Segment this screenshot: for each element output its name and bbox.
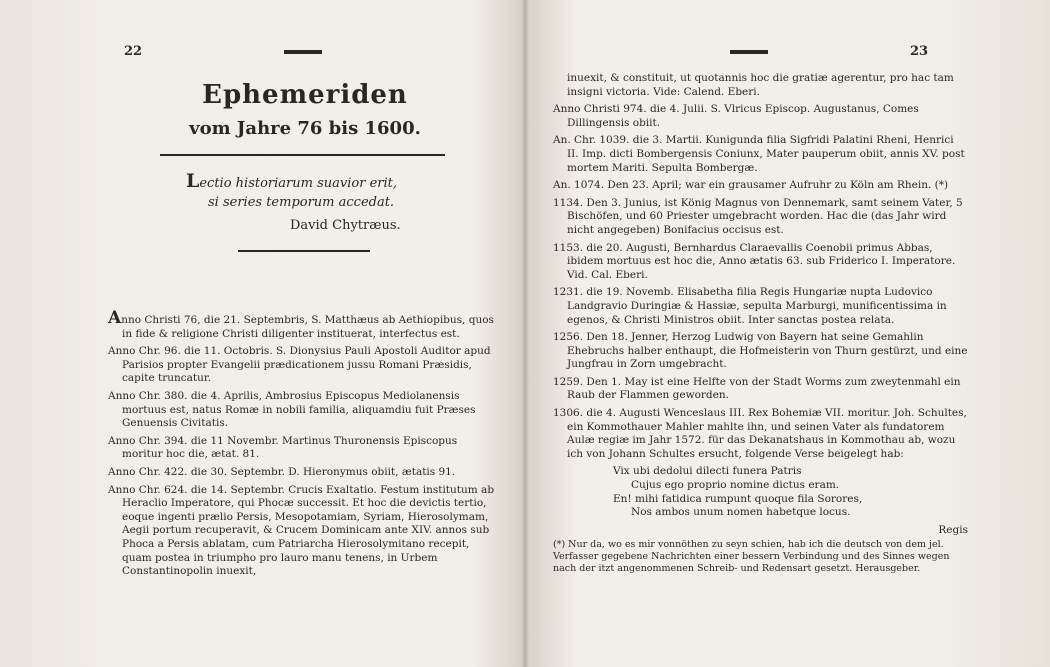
title-rule xyxy=(160,154,445,156)
header-ornament-left xyxy=(284,50,322,54)
entry: Anno Christi 76, die 21. Septembris, S. Matthæus ab Aethiopibus, quos in fide & religione Christi diligenter instituerat, interfectus est. xyxy=(108,308,494,340)
left-entries xyxy=(108,308,498,583)
entry: Anno Chr. 624. die 14. Septembr. Crucis Exaltatio. Festum institutum ab Heraclio Imperatore, qui Phocæ successit. Et hoc die devictis tertio, eoque ingenti prælio Persis, Mesopotamiam, Syriam, Hierosolymam, Aegii portum recuperavit, & Crucem Dominicam ante XIV. annos sub Phoca a Persis ablatam, cum Patriarcha Hierosolymitano recepit, quam postea in triumpho pro lauro manu tenens, in Urbem Constantinopolin inuexit, xyxy=(108,483,495,578)
initial-letter: A xyxy=(108,308,122,328)
poem xyxy=(553,465,968,519)
entry: 1231. die 19. Novemb. Elisabetha filia Regis Hungariæ nupta Ludovico Landgravio Duringiæ & Hassiæ, sepulta Marburgi, munificentissima in egenos, & Christi Ministros obiit. Inter sanctas postea relata. xyxy=(553,286,947,326)
page-title: Ephemeriden xyxy=(202,80,408,110)
header-ornament-right xyxy=(730,50,768,54)
entry: 1306. die 4. Augusti Wenceslaus III. Rex Bohemiæ VII. moritur. Joh. Schultes, ein Kommothauer Mahler mahlte ihn, und seinen Vater als fundatorem Aulæ regiæ im Jahr 1572. für das Dekanatshaus in Kommothau ab, wozu ich von Johann Schultes ersucht, folgende Verse beigelegt hab: xyxy=(553,407,967,460)
motto-rule xyxy=(238,250,370,252)
entry: Anno Chr. 394. die 11 Novembr. Martinus Thuronensis Episcopus moritur hoc die, ætat. 81. xyxy=(108,434,458,461)
page-subtitle: vom Jahre 76 bis 1600. xyxy=(189,118,421,139)
entry: 1153. die 20. Augusti, Bernhardus Claraevallis Coenobii primus Abbas, ibidem mortuus est hoc die, Anno ætatis 63. sub Friderico I. Imperatore. Vid. Cal. Eberi. xyxy=(553,241,956,281)
motto-author: David Chytræus. xyxy=(290,218,401,233)
entry: Anno Chr. 96. die 11. Octobris. S. Dionysius Pauli Apostoli Auditor apud Parisios propter Evangelii prædicationem jussu Romani Præsidis, capite truncatur. xyxy=(108,345,491,385)
poem-line: Vix ubi dedolui dilecti funera Patris xyxy=(613,465,802,478)
poem-line: En! mihi fatidica rumpunt quoque fila Sorores, xyxy=(613,492,863,505)
motto xyxy=(186,172,446,212)
entry: An. Chr. 1039. die 3. Martii. Kunigunda filia Sigfridi Palatini Rheni, Henrici II. Imp. dicti Bombergensis Coniunx, Mater pauperum obiit, annis XV. post mortem Mariti. Sepulta Bombergæ. xyxy=(553,134,965,174)
right-page xyxy=(525,0,1050,667)
right-entries xyxy=(553,72,968,575)
poem-line: Nos ambos unum nomen habetque locus. xyxy=(631,506,851,519)
motto-line-1: ectio historiarum suavior erit, xyxy=(199,176,397,191)
entry: Anno Christi 974. die 4. Julii. S. Vlricus Episcop. Augustanus, Comes Dillingensis obiit. xyxy=(553,103,919,129)
footnote: (*) Nur da, wo es mir vonnöthen zu seyn schien, hab ich die deutsch von dem jel. Verfasser gegebene Nachrichten einer bessern Verbindung und des Sinnes wegen nach der itzt angenommenen Schreib- und Redensart gesetzt. Herausgeber. xyxy=(553,539,950,575)
entry: An. 1074. Den 23. April; war ein grausamer Aufruhr zu Köln am Rhein. (*) xyxy=(553,179,949,192)
entry: Anno Chr. 380. die 4. Aprilis, Ambrosius Episcopus Mediolanensis mortuus est, natus Romæ in nobili familia, aliquamdiu fuit Præses Genuensis Civitatis. xyxy=(108,389,476,430)
motto-line-2: si series temporum accedat. xyxy=(208,195,395,210)
catchword: Regis xyxy=(938,523,968,536)
entry: 1256. Den 18. Jenner, Herzog Ludwig von Bayern hat seine Gemahlin Ehebruchs halber enthaupt, die Hofmeisterin von Thurn gestürzt, und eine Jungfrau in Zorn umgebracht. xyxy=(553,331,968,371)
entry: 1259. Den 1. May ist eine Helfte von der Stadt Worms zum zweytenmahl ein Raub der Flammen geworden. xyxy=(553,375,961,402)
page-number-right: 23 xyxy=(910,44,929,59)
motto-initial: L xyxy=(186,170,200,192)
continuation-text: inuexit, & constituit, ut quotannis hoc die gratiæ agerentur, pro hac tam insigni victoria. Vide: Calend. Eberi. xyxy=(567,72,954,98)
poem-line: Cujus ego proprio nomine dictus eram. xyxy=(631,479,840,492)
entry: 1134. Den 3. Junius, ist König Magnus von Dennemark, samt seinem Vater, 5 Bischöfen, und 60 Priester umgebracht worden. Hac die (das Jahr wird nicht angegeben) Bonifacius occisus est. xyxy=(553,196,963,236)
page-number-left: 22 xyxy=(124,44,143,59)
entry: Anno Chr. 422. die 30. Septembr. D. Hieronymus obiit, ætatis 91. xyxy=(108,465,456,478)
